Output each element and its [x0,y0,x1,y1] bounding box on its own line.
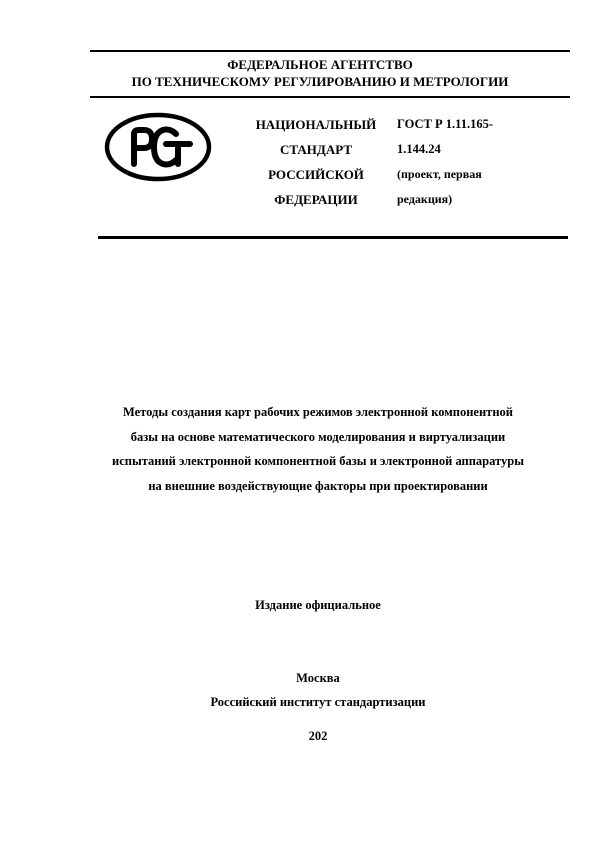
standard-number-line: 1.144.24 [397,142,441,156]
rst-certification-mark-icon [104,112,212,182]
draft-note-line: редакция) [397,192,453,206]
top-rule [90,50,570,52]
standard-label [242,112,390,212]
header-rule [90,96,570,98]
agency-name-line-2: ПО ТЕХНИЧЕСКОМУ РЕГУЛИРОВАНИЮ И МЕТРОЛОГИИ [131,74,509,89]
standard-label-line: СТАНДАРТ [279,142,352,157]
document-title-line: Методы создания карт рабочих режимов электронной компонентной [123,405,513,419]
imprint-city: Москва [296,671,340,685]
document-title [60,400,576,498]
standard-label-line: ФЕДЕРАЦИИ [274,192,358,207]
standard-number-line: ГОСТ Р 1.11.165- [397,117,493,131]
document-title-line: базы на основе математического моделирования и виртуализации [130,429,506,444]
imprint-publisher: Российский институт стандартизации [210,695,426,709]
imprint-year: 202 [308,729,328,743]
document-title-line: испытаний электронной компонентной базы и электронной аппаратуры [112,454,524,468]
draft-note-line: (проект, первая [397,167,482,181]
document-title-line: на внешние воздействующие факторы при проектировании [148,478,488,493]
agency-name-line-1: ФЕДЕРАЛЬНОЕ АГЕНТСТВО [227,57,413,72]
standard-number-block [397,112,537,212]
edition-label: Издание официальное [255,598,381,612]
standard-label-line: РОССИЙСКОЙ [268,167,364,182]
standard-label-line: НАЦИОНАЛЬНЫЙ [255,117,377,132]
standard-rule [98,236,568,239]
